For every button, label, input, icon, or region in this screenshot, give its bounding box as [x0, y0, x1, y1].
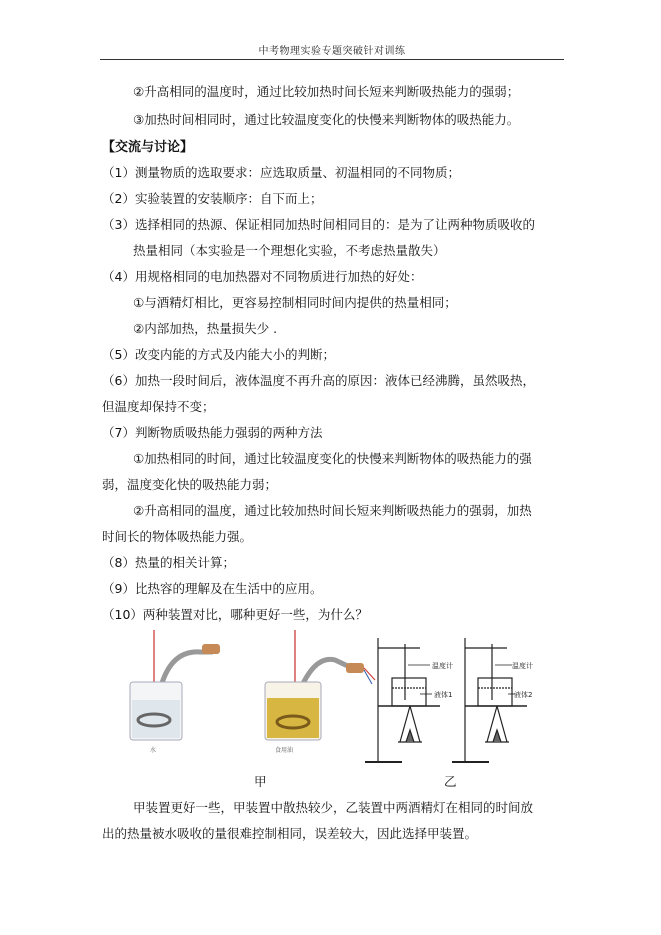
liquid-label-1: 液体1	[434, 691, 453, 699]
text-line: ②内部加热，热量损失少 .	[133, 321, 278, 336]
text-line: 弱，温度变化快的吸热能力弱；	[102, 477, 278, 492]
text-line: （4）用规格相同的电加热器对不同物质进行加热的好处：	[102, 269, 423, 284]
text-line: （8）热量的相关计算；	[102, 555, 235, 570]
text-line: （1）测量物质的选取要求：应选取质量、初温相同的不同物质；	[102, 165, 460, 180]
text-line: （5）改变内能的方式及内能大小的判断；	[102, 347, 335, 362]
text-line: 但温度却保持不变；	[102, 399, 215, 414]
answer-line: 甲装置更好一些，甲装置中散热较少，乙装置中两酒精灯在相同的时间放	[133, 800, 534, 815]
thermometer-label-2: 温度计	[512, 662, 533, 670]
caption-jia: 甲	[254, 774, 267, 789]
apparatus-figure	[120, 630, 540, 780]
text-line: 热量相同（本实验是一个理想化实验，不考虑热量散失）	[133, 243, 446, 258]
text-line: （3）选择相同的热源、保证相同加热时间相同目的：是为了让两种物质吸收的	[102, 217, 535, 232]
text-line: （2）实验装置的安装顺序：自下而上；	[102, 191, 323, 206]
photo-label-oil: 食用油	[275, 747, 294, 754]
text-line: ②升高相同的温度，通过比较加热时间长短来判断吸热能力的强弱，加热	[133, 503, 532, 518]
text-line: （7）判断物质吸热能力强弱的两种方法	[102, 425, 323, 440]
liquid-label-2: 液体2	[514, 691, 533, 699]
header-rule	[100, 59, 564, 60]
text-line: ①加热相同的时间，通过比较温度变化的快慢来判断物体的吸热能力的强	[133, 451, 532, 466]
text-line: 时间长的物体吸热能力强。	[102, 529, 253, 544]
section-heading: 【交流与讨论】	[102, 140, 194, 155]
oil-beaker-photo	[265, 630, 375, 754]
answer-line: 出的热量被水吸收的量很难控制相同，误差较大，因此选择甲装置。	[102, 826, 478, 841]
text-line: ②升高相同的温度时，通过比较加热时间长短来判断吸热能力的强弱；	[133, 84, 520, 99]
thermometer-label-1: 温度计	[432, 662, 453, 670]
text-line: ①与酒精灯相比，更容易控制相同时间内提供的热量相同；	[133, 295, 457, 310]
text-line: （10）两种装置对比，哪种更好一些，为什么？	[102, 607, 368, 622]
text-line: （6）加热一段时间后，液体温度不再升高的原因：液体已经沸腾，虽然吸热，	[102, 373, 535, 388]
alcohol-lamp-apparatus-1	[365, 638, 440, 762]
text-line: （9）比热容的理解及在生活中的应用。	[102, 581, 323, 596]
alcohol-lamp-apparatus-2	[452, 638, 527, 762]
caption-yi: 乙	[444, 774, 457, 789]
photo-label-water: 水	[150, 747, 157, 754]
text-line: ③加热时间相同时，通过比较温度变化的快慢来判断物体的吸热能力。	[133, 112, 520, 127]
water-beaker-photo	[130, 630, 220, 754]
page-header-title: 中考物理实验专题突破针对训练	[258, 46, 406, 57]
